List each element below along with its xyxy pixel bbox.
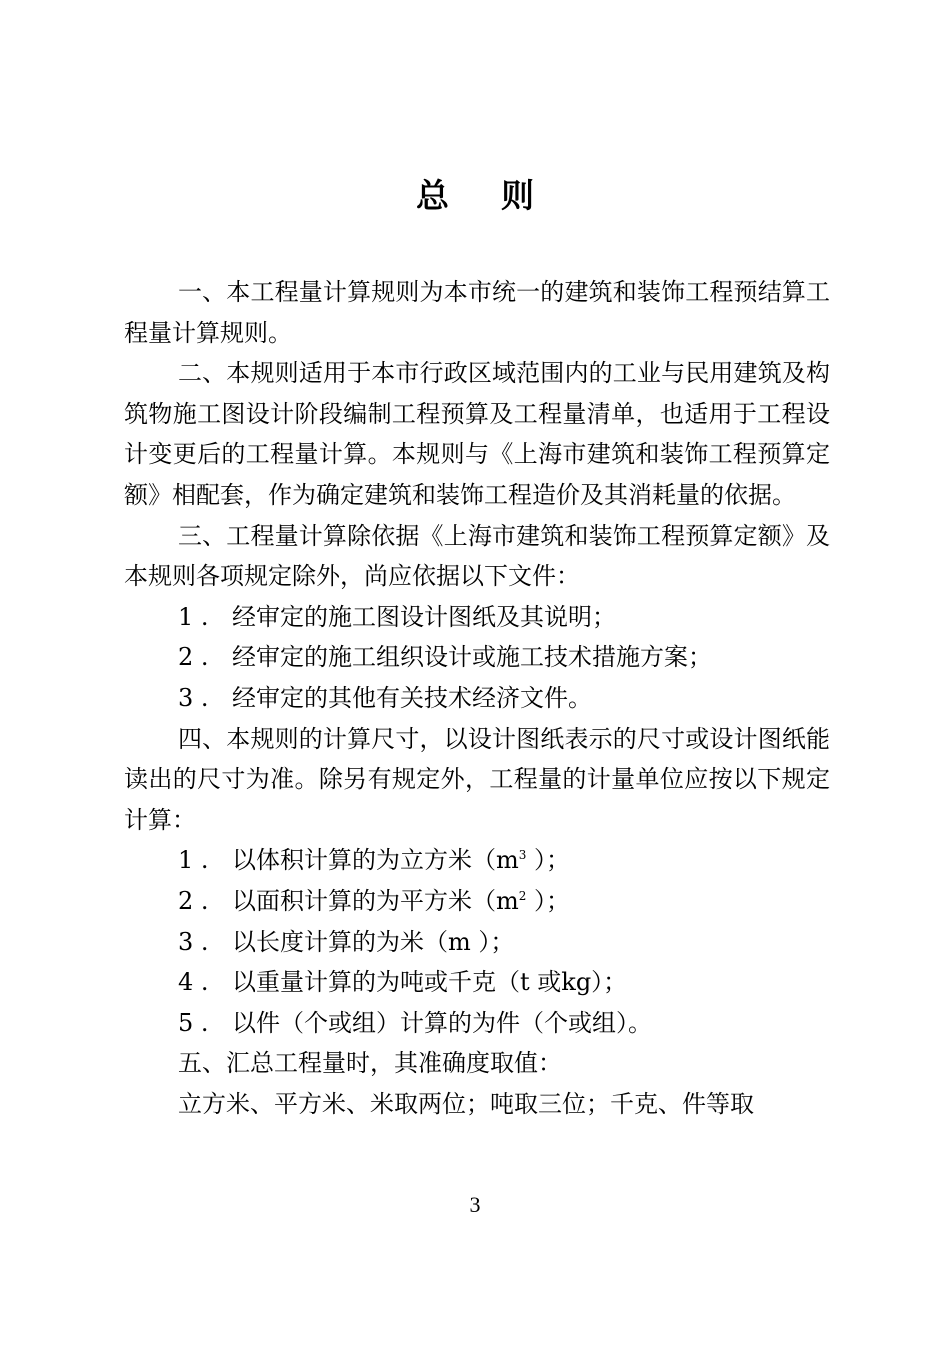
list-item-unit-weight (124, 962, 830, 1003)
list-number: 3 . (178, 683, 209, 712)
title-char-left: 总 (416, 176, 449, 215)
list-text-end: ）； (526, 886, 571, 915)
list-item-document-3 (124, 678, 830, 719)
superscript: 3 (518, 848, 527, 863)
list-item-unit-area (124, 881, 830, 922)
list-text: 以体积计算的为立方米（m (232, 846, 519, 875)
paragraph-3: 三、工程量计算除依据《上海市建筑和装饰工程预算定额》及本规则各项规定除外，尚应依据以下文件： (124, 521, 830, 591)
list-text-end: ）； (526, 846, 571, 875)
superscript: 2 (518, 888, 527, 903)
list-text: 以面积计算的为平方米（m (232, 886, 519, 915)
paragraph-1: 一、本工程量计算规则为本市统一的建筑和装饰工程预结算工程量计算规则。 (124, 278, 830, 347)
list-item-document-2 (124, 637, 830, 678)
list-text: 经审定的施工组织设计或施工技术措施方案； (232, 643, 712, 672)
document-body (124, 272, 830, 1124)
paragraph-6: 立方米、平方米、米取两位；吨取三位；千克、件等取 (178, 1089, 754, 1118)
page-number: 3 (469, 1192, 481, 1217)
list-item-unit-length (124, 922, 830, 963)
paragraph-2: 二、本规则适用于本市行政区域范围内的工业与民用建筑及构筑物施工图设计阶段编制工程预算及工程量清单，也适用于工程设计变更后的工程量计算。本规则与《上海市建筑和装饰工程预算定额》相配套，作为确定建筑和装饰工程造价及其消耗量的依据。 (124, 359, 830, 509)
list-item-unit-piece (124, 1003, 830, 1044)
list-text: 经审定的施工图设计图纸及其说明； (232, 602, 616, 631)
list-item-document-1 (124, 597, 830, 638)
list-text: 以长度计算的为米（m ）； (232, 927, 515, 956)
list-text: 经审定的其他有关技术经济文件。 (232, 683, 592, 712)
list-number: 2 . (178, 886, 209, 915)
list-text: 以件（个或组）计算的为件（个或组）。 (232, 1008, 652, 1037)
paragraph-4: 四、本规则的计算尺寸，以设计图纸表示的尺寸或设计图纸能读出的尺寸为准。除另有规定外，工程量的计量单位应按以下规定计算： (124, 724, 830, 834)
list-number: 1 . (178, 846, 209, 875)
list-number: 2 . (178, 643, 209, 672)
title-char-right: 则 (501, 176, 534, 215)
list-number: 3 . (178, 927, 209, 956)
list-number: 1 . (178, 602, 209, 631)
list-number: 4 . (178, 968, 209, 997)
list-number: 5 . (178, 1008, 209, 1037)
page-title (0, 170, 950, 217)
list-text: 以重量计算的为吨或千克（t 或kg）； (232, 968, 628, 997)
paragraph-5: 五、汇总工程量时，其准确度取值： (178, 1049, 562, 1078)
list-item-unit-volume (124, 840, 830, 881)
